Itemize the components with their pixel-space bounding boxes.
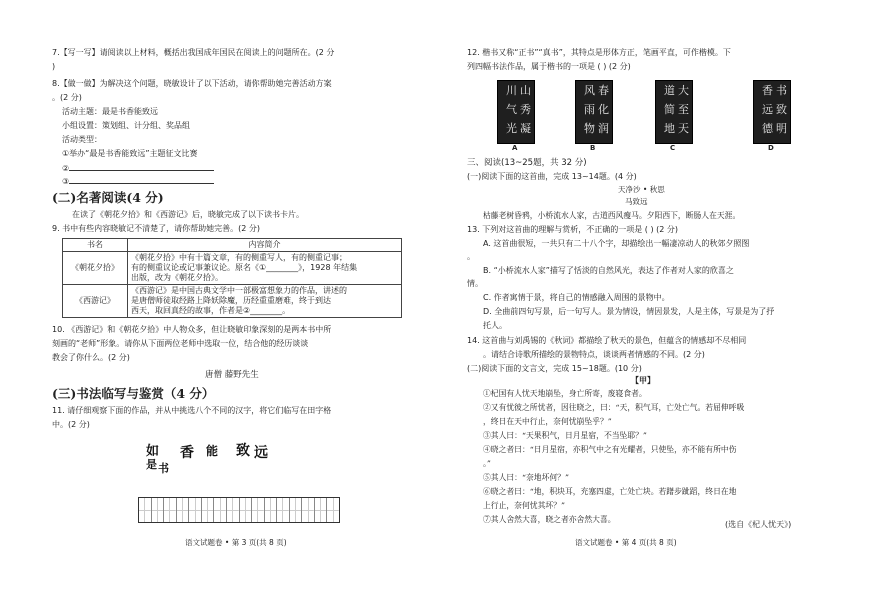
q13-option-b-cont: 情。	[467, 279, 483, 288]
sample-glyph: 大	[678, 84, 689, 97]
q13-option-d-cont: 托人。	[483, 321, 507, 330]
sample-glyph: 德	[762, 122, 773, 135]
sample-glyph: 香	[762, 84, 773, 97]
classical-line-7: ⑤其人曰：“奈地坏何？”	[483, 473, 569, 482]
classical-line-2: ②又有忧彼之所忧者，因往晓之，曰：“天，积气耳，亡处亡气。若屈伸呼吸	[483, 403, 745, 412]
sample-glyph: 秀	[520, 103, 531, 116]
page-footer-left: 语文试题卷 • 第 3 页(共 8 页)	[185, 538, 287, 547]
q9-prompt: 9. 书中有些内容晓敏记不清楚了，请你帮助她完善。(2 分)	[52, 224, 261, 233]
q13-prompt: 13. 下列对这首曲的理解与赏析，不正确的一项是 ( ) (2 分)	[467, 225, 679, 234]
sample-glyph: 至	[678, 103, 689, 116]
label-c: C	[670, 144, 676, 152]
classical-line-8: ⑥晓之者曰：“地，积块耳，充塞四虚，亡处亡块。若躇步跐蹈，终日在地	[483, 487, 737, 496]
q7-line2: )	[52, 62, 56, 71]
page-footer-right: 语文试题卷 • 第 4 页(共 8 页)	[575, 538, 677, 547]
source-note: (选自《杞人忧天》)	[725, 520, 792, 529]
sample-glyph: 山	[520, 84, 531, 97]
book-summary[interactable]: 《西游记》是中国古典文学中一部极富想象力的作品，讲述的 是唐僧师徒取经路上降妖除魔，历经重重磨难，终于到达 西天，取回真经的故事，作者是②________。	[128, 285, 402, 318]
sample-glyph: 凝	[520, 122, 531, 135]
q10-line3: 教会了你什么。(2 分)	[52, 353, 130, 362]
sample-glyph: 书	[776, 84, 787, 97]
book-title: 《西游记》	[63, 285, 128, 318]
reading-intro: 在读了《朝花夕拾》和《西游记》后，晓敏完成了以下读书卡片。	[72, 210, 304, 219]
table-header-summary: 内容简介	[128, 239, 402, 252]
poem-author: 马致远	[625, 197, 648, 206]
classical-line-5: ④晓之者曰：“日月星宿，亦积气中之有光耀者，只使坠，亦不能有所中伤	[483, 445, 737, 454]
sub-section-2: (二)阅读下面的文言文，完成 15~18题。(10 分)	[467, 364, 642, 373]
reading-card-table	[62, 238, 402, 318]
classical-line-10: ⑦其人舍然大喜，晓之者亦舍然大喜。	[483, 515, 616, 524]
right-page	[435, 0, 870, 615]
classical-line-3: ，终日在天中行止，奈何忧崩坠乎？”	[483, 417, 612, 426]
book-title: 《朝花夕拾》	[63, 252, 128, 285]
left-page: 7.【写一写】请阅读以上材料，概括出我国成年国民在阅读上的问题所在。(2 分 ) 8.【做一做】为解决这个问题，晓敏设计了以下活动，请你帮助她完善活动方案 。(2 分) 活动主题：最是书香能致远 小组设置：策划组、计分组、奖品组 活动类型： ①举办“最是书香能致远”主题征文比赛 ② ③ (二)名著阅读(4 分) 在读了《朝花夕拾》和《西游记》后，晓敏完成了以下读书卡片。 9. 书中有些内容晓敏记不清楚了，请你帮助她完善。(2 分) 书名 内容简介 《朝花夕拾》 《朝花夕拾》中有十篇文章，有的侧重写人，有的侧重记事； 有的侧重议论或记事兼议论。原名《①________》，1928 年结集 出版，改为《朝花夕拾》。 《西游记》 《西游记》是中国古典文学中一部极富想象力的作品，讲述的 是唐僧师徒取经路上降妖除魔，历经重重磨难，终于到达 西天，取回真经的故事，作者是②________。 10. 《西游记》和《朝花夕拾》中人物众多，但让晓敏印象深刻的是两本书中所 刻画的“老师”形象。请你从下面两位老师中选取一位，结合他的经历谈谈 教会了你什么。(2 分) 唐僧 藤野先生 (三)书法临写与鉴赏（4 分） 11. 请仔细观察下面的作品，并从中挑选八个不同的汉字，将它们临写在田字格 中。(2 分) 如 是 书 香 能 致 远 语文试题卷 • 第 3 页(共 8 页)	[0, 0, 435, 615]
section-reading: 三、阅读(13~25题，共 32 分)	[467, 158, 587, 168]
classical-line-4: ③其人曰：“天果积气，日月星宿，不当坠耶？”	[483, 431, 647, 440]
book-summary[interactable]: 《朝花夕拾》中有十篇文章，有的侧重写人，有的侧重记事； 有的侧重议论或记事兼议论。原名《①________》，1928 年结集 出版，改为《朝花夕拾》。	[128, 252, 402, 285]
q13-option-c: C. 作者寓情于景，将自己的情感融入周围的景物中。	[483, 293, 670, 302]
sample-glyph: 道	[664, 84, 675, 97]
tianzige-grid[interactable]	[138, 497, 340, 523]
activity-item-2[interactable]: ②	[62, 162, 214, 174]
q10-line2: 刻画的“老师”形象。请你从下面两位老师中选取一位，结合他的经历谈谈	[52, 339, 309, 348]
q12-line1: 12. 楷书又称“正书”“真书”，其特点是形体方正，笔画平直，可作楷模。下	[467, 48, 731, 57]
sample-glyph: 明	[776, 122, 787, 135]
q14-line1: 14. 这首曲与刘禹锡的《秋词》都描绘了秋天的景色，但蕴含的情感却不尽相同	[467, 336, 747, 345]
sub-section-1: (一)阅读下面的这首曲，完成 13~14题。(4 分)	[467, 172, 637, 181]
table-row	[63, 285, 402, 318]
q14-line2: 。请结合诗歌所描绘的景物特点，谈谈两者情感的不同。(2 分)	[483, 350, 705, 359]
q11-line1: 11. 请仔细观察下面的作品，并从中挑选八个不同的汉字，将它们临写在田字格	[52, 406, 332, 415]
activity-item-1: ①举办“最是书香能致远”主题征文比赛	[62, 149, 198, 158]
sample-glyph: 远	[762, 103, 773, 116]
q12-line2: 列四幅书法作品，属于楷书的一项是 ( ) (2 分)	[467, 62, 631, 71]
q8-line2: 。(2 分)	[52, 93, 82, 102]
calligraphy-image-b	[575, 80, 613, 144]
label-b: B	[590, 144, 596, 152]
sample-glyph: 雨	[584, 103, 595, 116]
jia-label: 【甲】	[631, 376, 655, 385]
calligraphy-image-a	[497, 80, 535, 144]
teacher-options: 唐僧 藤野先生	[205, 370, 259, 380]
q13-option-a-cont: 。	[467, 252, 475, 261]
q13-option-d: D. 全曲前四句写景，后一句写人。景为情设，情因景发，人是主体，写景是为了抒	[483, 307, 775, 316]
sample-glyph: 简	[664, 103, 675, 116]
sample-glyph: 春	[598, 84, 609, 97]
sample-glyph: 化	[598, 103, 609, 116]
label-a: A	[512, 144, 518, 152]
classical-line-9: 上行止，奈何忧其坏？”	[483, 501, 565, 510]
classical-line-6: 。”	[483, 459, 491, 468]
q11-line2: 中。(2 分)	[52, 420, 90, 429]
poem-title: 天净沙 • 秋思	[618, 185, 665, 194]
activity-theme: 活动主题：最是书香能致远	[62, 107, 158, 116]
table-row	[63, 252, 402, 285]
sample-glyph: 致	[776, 103, 787, 116]
sample-glyph: 光	[506, 122, 517, 135]
sample-glyph: 川	[506, 84, 517, 97]
sample-glyph: 地	[664, 122, 675, 135]
label-d: D	[768, 144, 774, 152]
calligraphy-image-c	[655, 80, 693, 144]
calligraphy-image-d	[753, 80, 791, 144]
classical-line-1: ①杞国有人忧天地崩坠，身亡所寄，废寝食者。	[483, 389, 647, 398]
q7-line1: 7.【写一写】请阅读以上材料，概括出我国成年国民在阅读上的问题所在。(2 分	[52, 48, 335, 57]
section-title-2: (二)名著阅读(4 分)	[52, 190, 164, 205]
section-title-3: (三)书法临写与鉴赏（4 分）	[52, 386, 215, 401]
table-header-title: 书名	[63, 239, 128, 252]
sample-glyph: 润	[598, 122, 609, 135]
activity-types: 活动类型：	[62, 135, 102, 144]
sample-glyph: 风	[584, 84, 595, 97]
poem-text: 枯藤老树昏鸦，小桥流水人家，古道西风瘦马。夕阳西下，断肠人在天涯。	[483, 211, 741, 220]
activity-item-3[interactable]: ③	[62, 175, 214, 187]
activity-groups: 小组设置：策划组、计分组、奖品组	[62, 121, 190, 130]
q13-option-a: A. 这首曲很短，一共只有二十八个字，却描绘出一幅凄凉动人的秋郊夕照图	[483, 239, 750, 248]
q8-line1: 8.【做一做】为解决这个问题，晓敏设计了以下活动，请你帮助她完善活动方案	[52, 79, 332, 88]
q13-option-b: B. “小桥流水人家”描写了恬淡的自然风光，表达了作者对人家的欣喜之	[483, 266, 734, 275]
sample-glyph: 天	[678, 122, 689, 135]
sample-glyph: 气	[506, 103, 517, 116]
sample-glyph: 物	[584, 122, 595, 135]
q10-line1: 10. 《西游记》和《朝花夕拾》中人物众多，但让晓敏印象深刻的是两本书中所	[52, 325, 332, 334]
